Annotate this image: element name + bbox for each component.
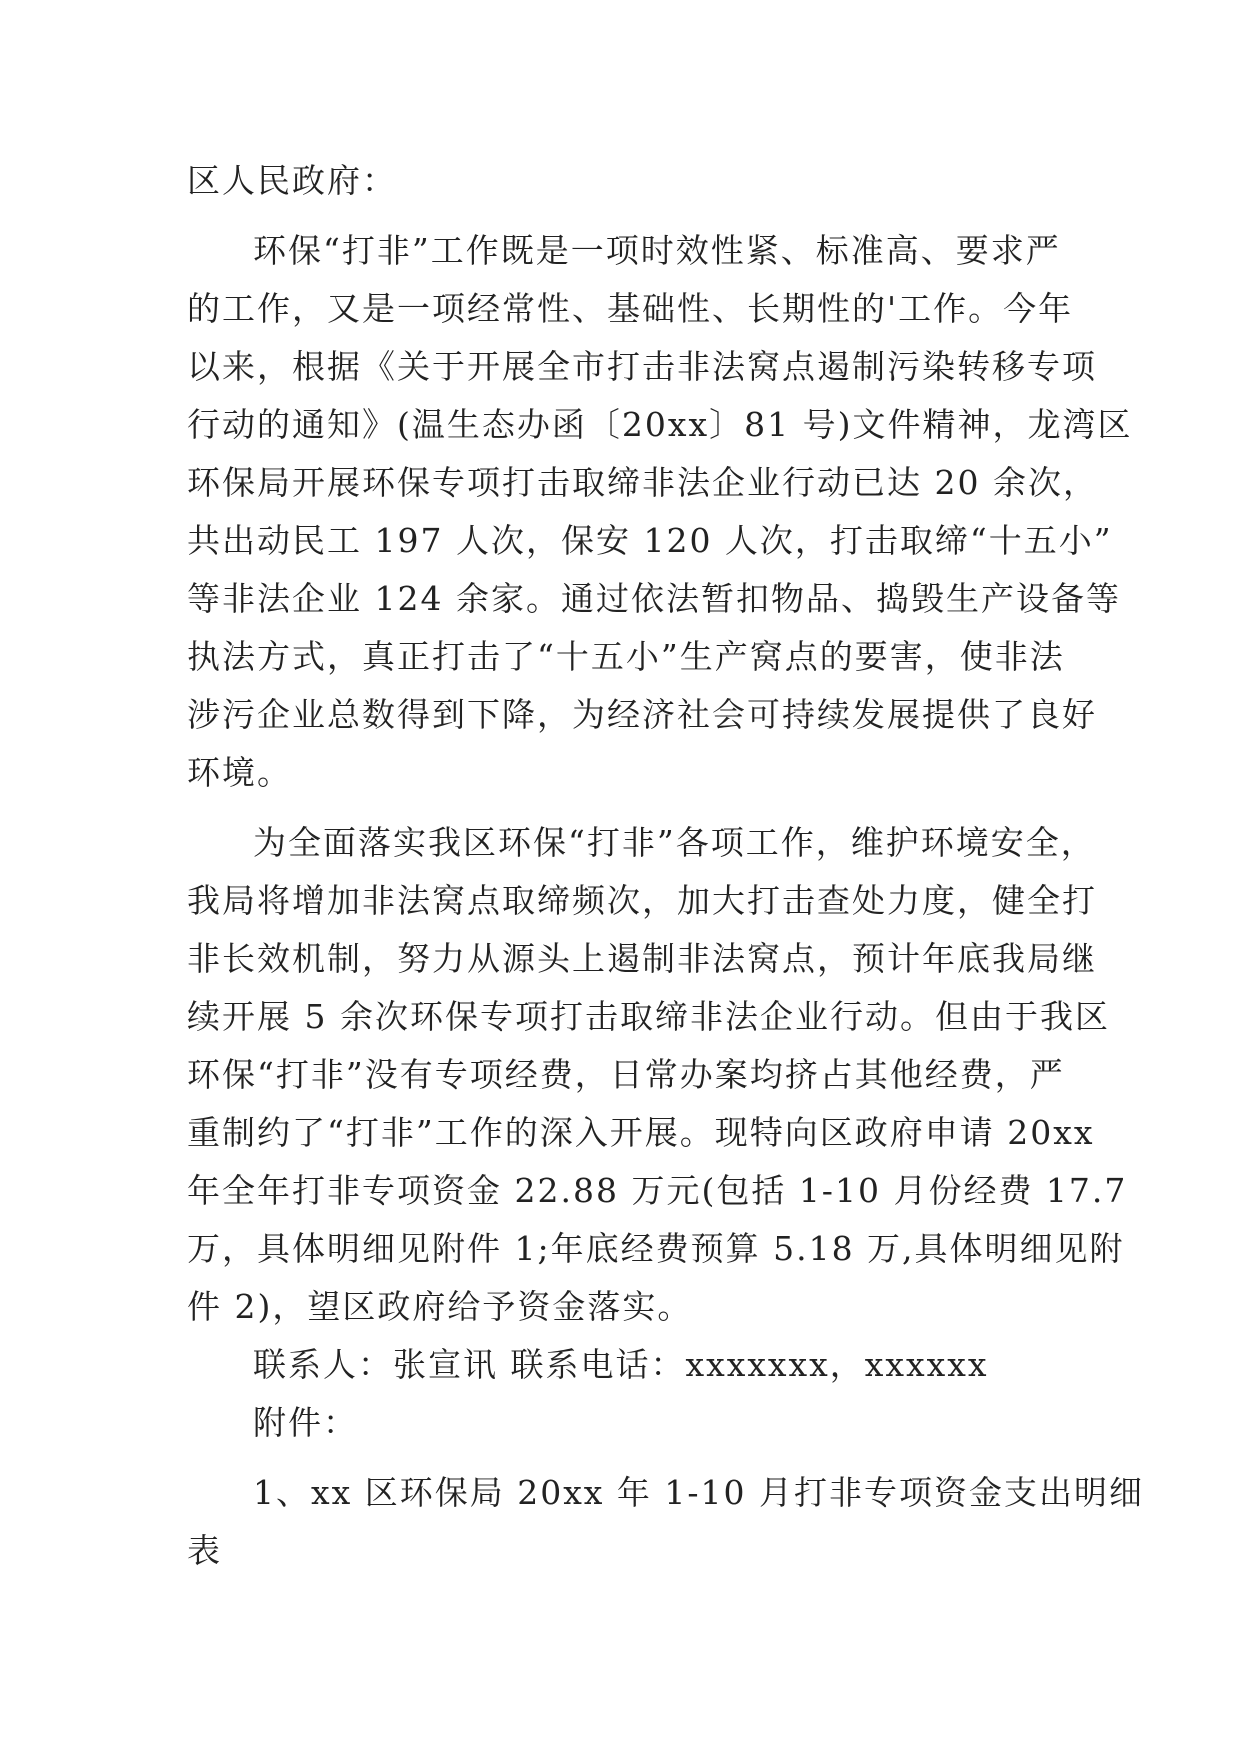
document-body [187, 152, 1145, 1580]
paragraph-2 [187, 814, 1128, 1336]
paragraph-1-line: 环境。 [187, 753, 292, 792]
paragraph-1-line: 环保“打非”工作既是一项时效性紧、标准高、要求严 [253, 231, 1061, 270]
paragraph-1-line: 行动的通知》(温生态办函〔20xx〕81 号)文件精神，龙湾区 [187, 405, 1133, 444]
paragraph-1-line: 等非法企业 124 余家。通过依法暂扣物品、捣毁生产设备等 [187, 579, 1121, 618]
paragraph-2-line: 重制约了“打非”工作的深入开展。现特向区政府申请 20xx [187, 1113, 1095, 1152]
paragraph-1-line: 以来，根据《关于开展全市打击非法窝点遏制污染转移专项 [187, 347, 1097, 386]
paragraph-2-line: 件 2)，望区政府给予资金落实。 [187, 1287, 693, 1326]
paragraph-2-line: 环保“打非”没有专项经费，日常办案均挤占其他经费，严 [187, 1055, 1065, 1094]
paragraph-2-line: 为全面落实我区环保“打非”各项工作，维护环境安全， [253, 823, 1096, 862]
attachment-1-line: 表 [187, 1531, 222, 1570]
attachment-label: 附件： [253, 1403, 358, 1442]
paragraph-2-line: 我局将增加非法窝点取缔频次，加大打击查处力度，健全打 [187, 881, 1097, 920]
paragraph-1-line: 涉污企业总数得到下降，为经济社会可持续发展提供了良好 [187, 695, 1097, 734]
salutation: 区人民政府： [187, 161, 397, 200]
paragraph-1 [187, 222, 1133, 802]
paragraph-2-line: 续开展 5 余次环保专项打击取缔非法企业行动。但由于我区 [187, 997, 1110, 1036]
attachment-1-line: 1、xx 区环保局 20xx 年 1-10 月打非专项资金支出明细 [253, 1473, 1145, 1512]
paragraph-1-line: 共出动民工 197 人次，保安 120 人次，打击取缔“十五小” [187, 521, 1113, 560]
paragraph-1-line: 环保局开展环保专项打击取缔非法企业行动已达 20 余次， [187, 463, 1098, 502]
attachment-1 [187, 1464, 1145, 1580]
paragraph-2-line: 万，具体明细见附件 1;年底经费预算 5.18 万,具体明细见附 [187, 1229, 1125, 1268]
contact-line: 联系人：张宣讯 联系电话：xxxxxxx，xxxxxx [253, 1345, 989, 1384]
paragraph-2-line: 年全年打非专项资金 22.88 万元(包括 1-10 月份经费 17.7 [187, 1171, 1128, 1210]
paragraph-1-line: 执法方式，真正打击了“十五小”生产窝点的要害，使非法 [187, 637, 1065, 676]
paragraph-1-line: 的工作，又是一项经常性、基础性、长期性的'工作。今年 [187, 289, 1074, 328]
paragraph-2-line: 非长效机制，努力从源头上遏制非法窝点，预计年底我局继 [187, 939, 1097, 978]
